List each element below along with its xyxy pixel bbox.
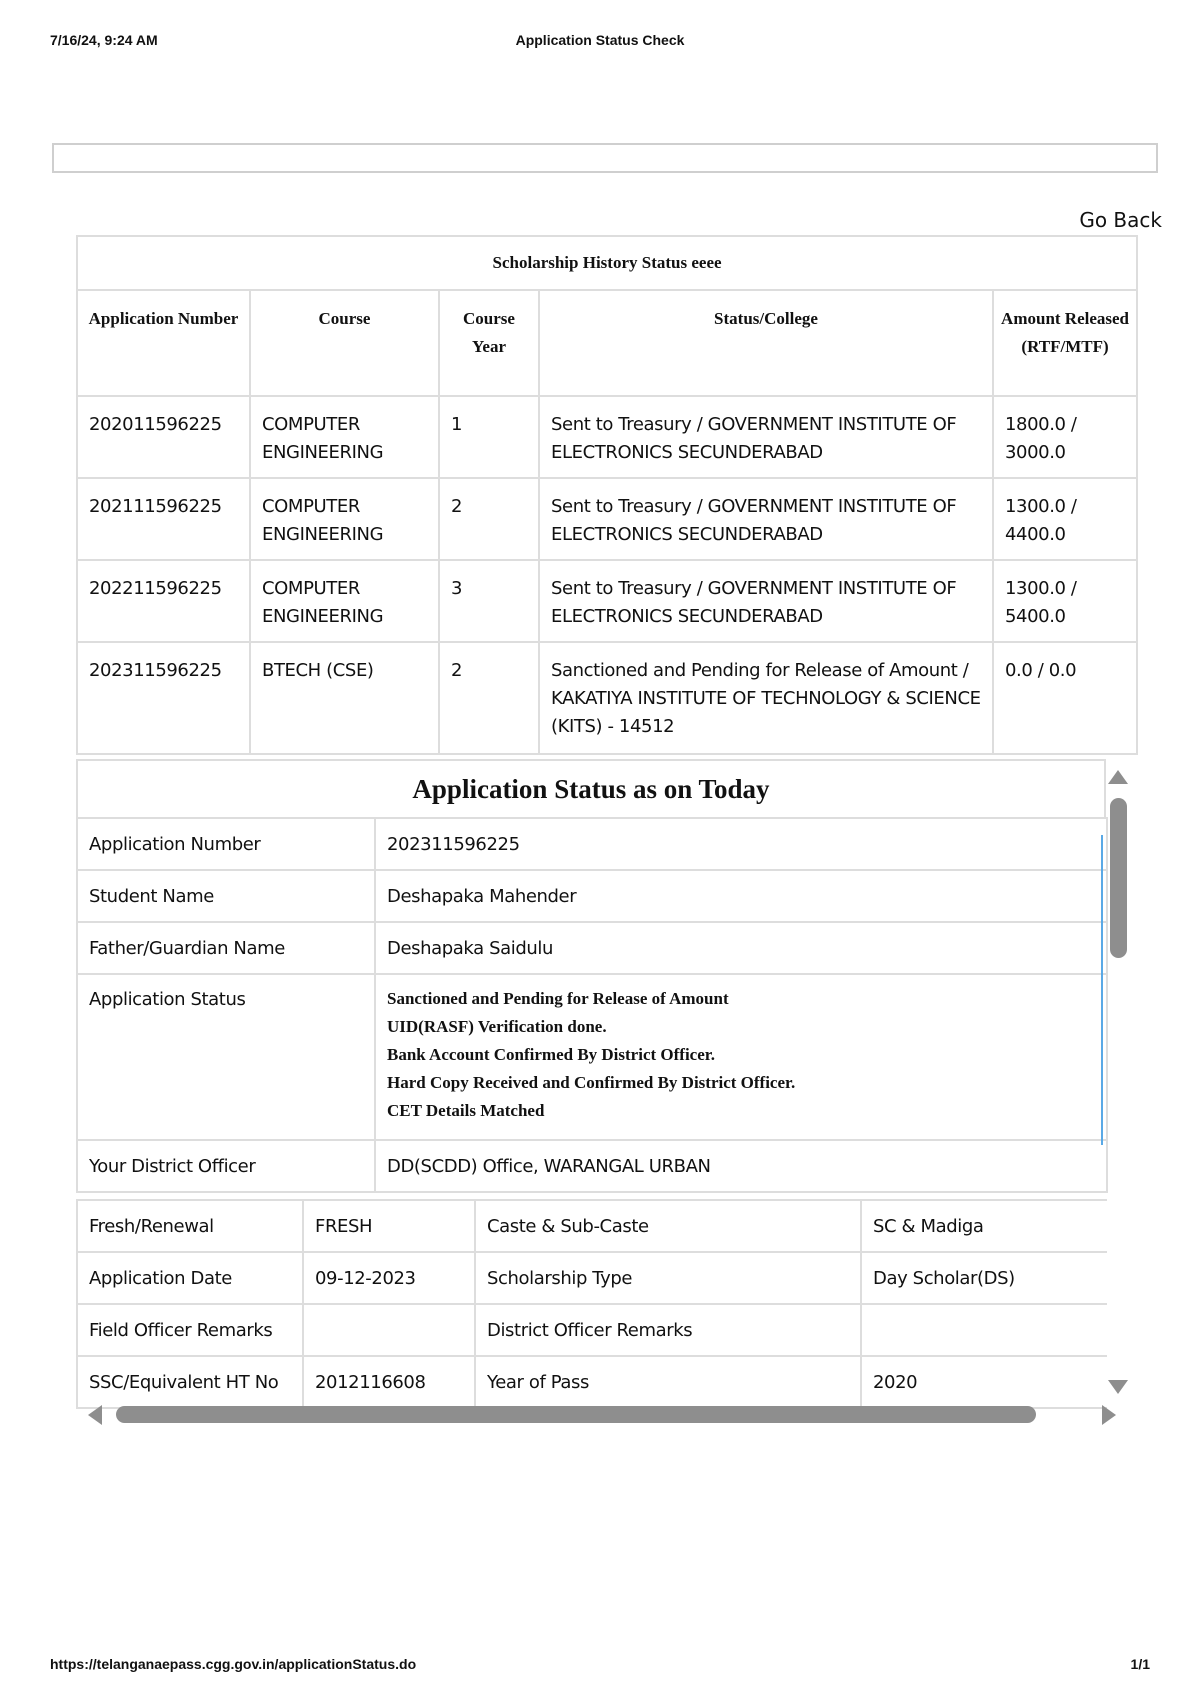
value-fresh-renewal: FRESH	[303, 1200, 475, 1252]
print-page-number: 1/1	[1130, 1656, 1150, 1672]
value-application-number: 202311596225	[375, 818, 1107, 870]
value-father-name: Deshapaka Saidulu	[375, 922, 1107, 974]
top-banner-box	[52, 143, 1158, 173]
cell-amount-released: 1300.0 / 5400.0	[993, 560, 1137, 642]
label-application-number: Application Number	[77, 818, 375, 870]
value-year-of-pass: 2020	[861, 1356, 1107, 1408]
col-header-amount-released: Amount Released (RTF/MTF)	[993, 290, 1137, 396]
label-ssc-ht-no: SSC/Equivalent HT No	[77, 1356, 303, 1408]
print-date: 7/16/24, 9:24 AM	[50, 32, 158, 48]
value-ssc-ht-no: 2012116608	[303, 1356, 475, 1408]
cell-application-number: 202311596225	[77, 642, 250, 754]
label-father-name: Father/Guardian Name	[77, 922, 375, 974]
table-row	[77, 396, 1137, 478]
value-scholarship-type: Day Scholar(DS)	[861, 1252, 1107, 1304]
value-caste: SC & Madiga	[861, 1200, 1107, 1252]
table-row	[77, 478, 1137, 560]
cell-status-college: Sent to Treasury / GOVERNMENT INSTITUTE OF ELECTRONICS SECUNDERABAD	[539, 396, 993, 478]
label-district-officer: Your District Officer	[77, 1140, 375, 1192]
scroll-left-arrow-icon[interactable]	[88, 1405, 102, 1425]
application-status-title: Application Status as on Today	[76, 759, 1106, 817]
cell-course-year: 1	[439, 396, 539, 478]
horizontal-scroll-thumb[interactable]	[116, 1406, 1036, 1423]
cell-amount-released: 1300.0 / 4400.0	[993, 478, 1137, 560]
label-fresh-renewal: Fresh/Renewal	[77, 1200, 303, 1252]
detail-row-student-name	[77, 870, 1107, 922]
label-year-of-pass: Year of Pass	[475, 1356, 861, 1408]
table-row	[77, 642, 1137, 754]
label-caste: Caste & Sub-Caste	[475, 1200, 861, 1252]
detail-row-application-status	[77, 974, 1107, 1140]
table-row	[77, 560, 1137, 642]
cell-amount-released: 0.0 / 0.0	[993, 642, 1137, 754]
label-district-officer-remarks: District Officer Remarks	[475, 1304, 861, 1356]
value-student-name: Deshapaka Mahender	[375, 870, 1107, 922]
cell-course: COMPUTER ENGINEERING	[250, 478, 439, 560]
scroll-down-arrow-icon[interactable]	[1108, 1380, 1128, 1394]
cell-course: COMPUTER ENGINEERING	[250, 560, 439, 642]
detail-row-district-officer	[77, 1140, 1107, 1192]
status-line: CET Details Matched	[387, 1101, 545, 1120]
detail-row-remarks	[77, 1304, 1107, 1356]
detail-row-fresh-caste	[77, 1200, 1107, 1252]
vertical-scrollbar[interactable]	[1106, 762, 1130, 1402]
print-url: https://telanganaepass.cgg.gov.in/applicationStatus.do	[50, 1656, 417, 1672]
cell-application-number: 202011596225	[77, 396, 250, 478]
status-line: UID(RASF) Verification done.	[387, 1017, 607, 1036]
cell-course-year: 3	[439, 560, 539, 642]
label-student-name: Student Name	[77, 870, 375, 922]
cell-status-college: Sanctioned and Pending for Release of Amount / KAKATIYA INSTITUTE OF TECHNOLOGY & SCIENCE (KITS) - 14512	[539, 642, 993, 754]
application-details-table	[76, 817, 1108, 1193]
history-caption: Scholarship History Status eeee	[77, 236, 1137, 290]
value-district-officer-remarks	[861, 1304, 1107, 1356]
value-district-officer: DD(SCDD) Office, WARANGAL URBAN	[375, 1140, 1107, 1192]
detail-row-date-type	[77, 1252, 1107, 1304]
cell-course: BTECH (CSE)	[250, 642, 439, 754]
value-field-officer-remarks	[303, 1304, 475, 1356]
vertical-scroll-thumb[interactable]	[1110, 798, 1127, 958]
col-header-course: Course	[250, 290, 439, 396]
cell-course-year: 2	[439, 642, 539, 754]
cell-amount-released: 1800.0 / 3000.0	[993, 396, 1137, 478]
detail-row-father-name	[77, 922, 1107, 974]
application-extra-details-table	[76, 1199, 1107, 1409]
scroll-right-arrow-icon[interactable]	[1102, 1405, 1116, 1425]
label-scholarship-type: Scholarship Type	[475, 1252, 861, 1304]
cell-course: COMPUTER ENGINEERING	[250, 396, 439, 478]
cell-application-number: 202211596225	[77, 560, 250, 642]
status-line: Sanctioned and Pending for Release of Amount	[387, 989, 729, 1008]
cell-status-college: Sent to Treasury / GOVERNMENT INSTITUTE OF ELECTRONICS SECUNDERABAD	[539, 478, 993, 560]
horizontal-scrollbar[interactable]	[82, 1402, 1136, 1428]
label-field-officer-remarks: Field Officer Remarks	[77, 1304, 303, 1356]
print-page-title: Application Status Check	[515, 32, 685, 48]
label-application-status: Application Status	[77, 974, 375, 1140]
scholarship-history-table	[76, 235, 1138, 755]
cell-status-college: Sent to Treasury / GOVERNMENT INSTITUTE OF ELECTRONICS SECUNDERABAD	[539, 560, 993, 642]
detail-row-ssc-year	[77, 1356, 1107, 1408]
application-status-scroll-panel[interactable]	[76, 759, 1136, 1444]
col-header-course-year: Course Year	[439, 290, 539, 396]
focus-indicator	[1101, 835, 1103, 1145]
go-back-link[interactable]: Go Back	[1079, 208, 1162, 232]
detail-row-application-number	[77, 818, 1107, 870]
history-header-row	[77, 290, 1137, 396]
cell-application-number: 202111596225	[77, 478, 250, 560]
status-line: Hard Copy Received and Confirmed By District Officer.	[387, 1073, 796, 1092]
scroll-up-arrow-icon[interactable]	[1108, 770, 1128, 784]
value-application-status	[375, 974, 1107, 1140]
col-header-status-college: Status/College	[539, 290, 993, 396]
cell-course-year: 2	[439, 478, 539, 560]
col-header-application-number: Application Number	[77, 290, 250, 396]
status-line: Bank Account Confirmed By District Officer.	[387, 1045, 716, 1064]
value-application-date: 09-12-2023	[303, 1252, 475, 1304]
label-application-date: Application Date	[77, 1252, 303, 1304]
